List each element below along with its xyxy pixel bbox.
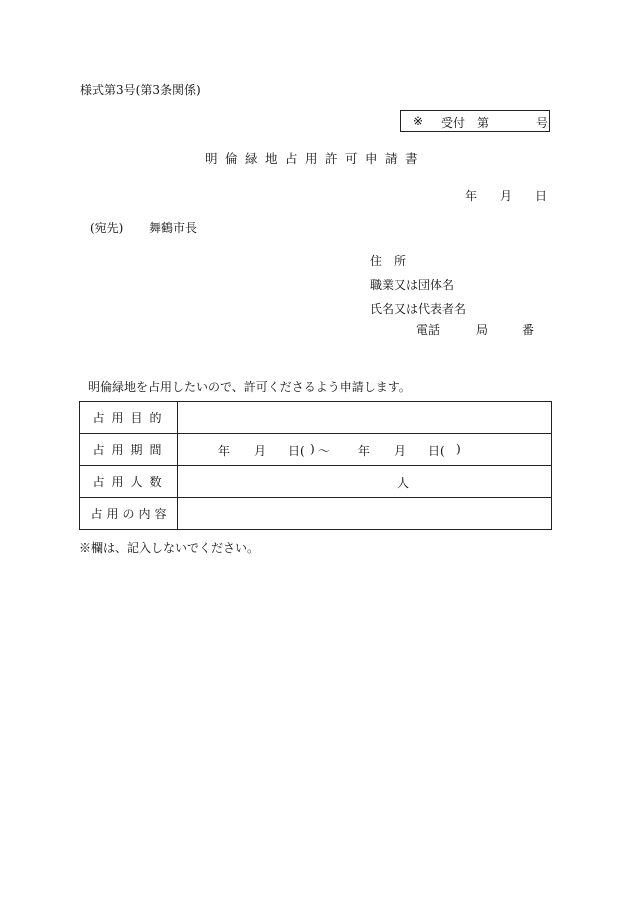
request-text: 明倫緑地を占用したいので、許可くださるよう申請します。	[88, 380, 411, 394]
period-to-day: 日(	[428, 444, 445, 458]
period-from-close: )	[310, 442, 315, 456]
occupation-label: 職業又は団体名	[370, 278, 455, 292]
table-row-count	[80, 466, 552, 498]
receipt-box	[400, 110, 550, 132]
addressee-prefix: (宛先)	[90, 221, 124, 235]
date-day: 日	[535, 189, 548, 203]
phone-ban: 番	[522, 323, 535, 337]
period-from-year: 年	[218, 444, 231, 458]
purpose-value[interactable]	[178, 402, 552, 434]
date-month: 月	[500, 189, 513, 203]
purpose-label: 占用目的	[80, 402, 178, 434]
period-from-day: 日(	[288, 444, 305, 458]
phone-kyoku: 局	[476, 323, 489, 337]
period-to-month: 月	[394, 444, 407, 458]
period-label: 占用期間	[80, 434, 178, 466]
form-number: 様式第3号(第3条関係)	[80, 83, 201, 97]
content-label: 占用の内容	[80, 498, 178, 530]
representative-name-label: 氏名又は代表者名	[370, 302, 467, 316]
receipt-mark: ※	[413, 114, 424, 128]
permit-table	[79, 401, 552, 530]
table-row-purpose	[80, 402, 552, 434]
document-title: 明倫緑地占用許可申請書	[204, 151, 425, 166]
address-label: 住 所	[370, 254, 407, 268]
period-to-close: )	[456, 442, 461, 456]
receipt-go: 号	[536, 116, 549, 130]
period-to-year: 年	[358, 444, 371, 458]
date-year: 年	[465, 189, 478, 203]
receipt-dai: 第	[477, 116, 490, 130]
phone-label: 電話	[416, 323, 441, 337]
footnote: ※欄は、記入しないでください。	[79, 541, 260, 555]
addressee-name: 舞鶴市長	[149, 221, 198, 235]
count-label: 占用人数	[80, 466, 178, 498]
count-value[interactable]	[178, 466, 552, 498]
table-row-period	[80, 434, 552, 466]
period-separator: 〜	[318, 444, 331, 458]
period-value[interactable]	[178, 434, 552, 466]
content-value[interactable]	[178, 498, 552, 530]
receipt-label: 受付	[441, 116, 466, 130]
period-from-month: 月	[254, 444, 267, 458]
count-unit: 人	[397, 476, 410, 490]
table-row-content	[80, 498, 552, 530]
